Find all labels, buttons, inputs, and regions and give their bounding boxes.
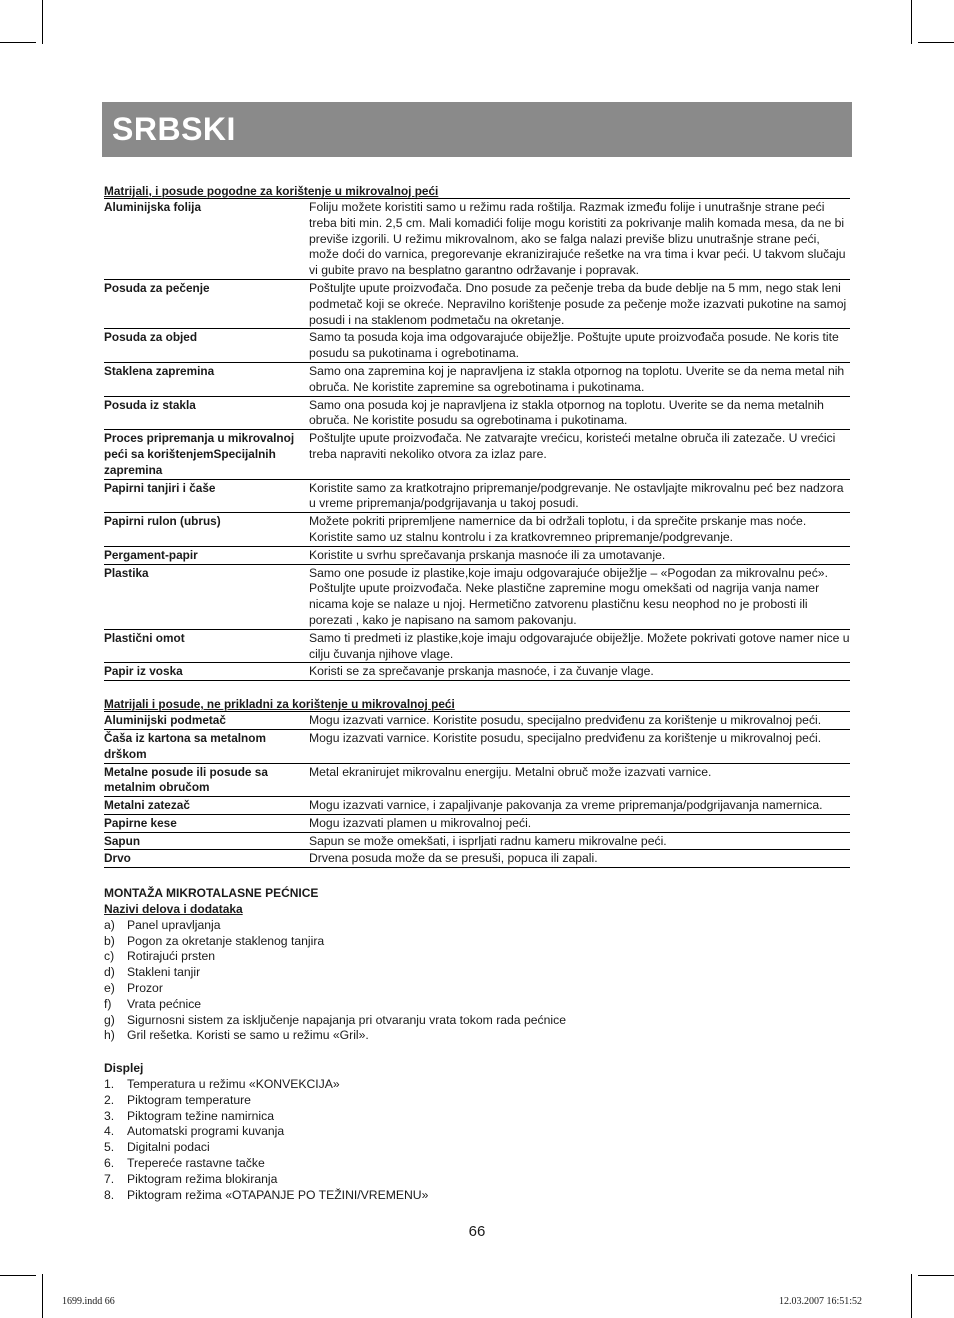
list-item-text: Automatski programi kuvanja [127,1124,285,1139]
material-description: Sapun se može omekšati, i isprljati radnu kameru mikrovalne peći. [309,833,667,848]
material-name: Papir iz voska [104,664,183,679]
list-marker: c) [104,949,115,964]
page-number: 66 [468,1223,486,1240]
table-row [104,833,850,851]
material-name: Staklena zapremina [104,363,215,378]
unsuitable-materials-table [104,712,850,868]
list-item [104,1077,850,1093]
section-title-unsuitable: Matrijali i posude, ne prikladni za korištenje u mikrovalnoj peći [104,698,850,712]
material-description: Poštuljte upute proizvođača. Ne zatvarajte vrećicu, koristeći metalne obruča ili zatezače. U vrećici treba napraviti nekoliko otvora za izlaz pare. [309,431,836,461]
crop-mark [0,42,36,43]
list-item [104,1109,850,1125]
material-name: Papirni tanjiri i čaše [104,480,216,495]
list-marker: a) [104,917,115,932]
material-description: Koristi se za sprečavanje prskanja masnoće, i za čuvanje vlage. [309,664,654,679]
list-item [104,981,850,997]
material-name: Posuda za pečenje [104,280,210,295]
table-row [104,547,850,565]
crop-mark [918,42,954,43]
list-item [104,934,850,950]
table-row [104,797,850,815]
material-description: Foliju možete koristiti samo u režimu rada roštilja. Razmak između folije i unutrašnje strane peći treba biti min. 2,5 cm. Mali komadići folije mogu koristiti za pokrivanje malih komada mesa, da ne bi previše izgorili. U režimu mikrovalnom, ako se falga nalazi previše blizu unutrašnje strane peći, može doći do varnica, pregorevanje ekranizirajuće rešetke na vra tima i kvar peći. U takvom slučaju vi gubite pravo na besplatno garantno održavanje i popravak. [309,200,846,278]
list-item [104,965,850,981]
list-marker: 6. [104,1156,115,1171]
list-item-text: Sigurnosni sistem za isključenje napajanja pri otvaranju vrata tokom rada pećnice [127,1012,566,1027]
material-description: Samo ti predmeti iz plastike,koje imaju odgovarajuće obiježlje. Možete pokrivati gotove namer nice u cilju čuvanja njihove vlage. [309,630,850,661]
material-description: Samo ona posuda koj je napravljena iz stakla otpornog na toplotu. Uverite se da nema metalnih obruča. Ne koristite posudu sa ogrebotinama i pukotinama. [309,397,824,428]
list-item-text: Piktogram režima «OTAPANJE PO TEŽINI/VREMENU» [127,1187,429,1202]
section-title-suitable: Matrijali, i posude pogodne za korištenje u mikrovalnoj peći [104,185,850,199]
list-marker: 4. [104,1124,115,1139]
material-description: Koristite u svrhu sprečavanja prskanja masnoće ili za umotavanje. [309,547,666,562]
list-marker: 7. [104,1171,115,1186]
assembly-title: MONTAŽA MIKROTALASNE PEĆNICE [104,886,319,901]
table-row [104,730,850,764]
language-header [102,102,852,157]
material-name: Papirni rulon (ubrus) [104,514,221,529]
crop-mark [42,0,43,44]
crop-mark [0,1275,36,1276]
list-marker: 5. [104,1140,115,1155]
table-row [104,199,850,280]
display-list [104,1077,850,1203]
table-row [104,280,850,329]
list-item [104,1028,850,1044]
list-item-text: Rotirajući prsten [127,949,216,964]
footer-file: 1699.indd 66 [62,1296,115,1307]
material-description: Mogu izazvati varnice. Koristite posudu, specijalno predviđenu za korištenje u mikrovalnoj peći. [309,713,822,728]
material-name: Aluminijski podmetač [104,713,226,728]
table-row [104,480,850,514]
table-row [104,712,850,730]
material-name: Plastika [104,565,149,580]
material-name: Posuda za objed [104,330,198,345]
list-marker: e) [104,981,115,996]
footer-timestamp: 12.03.2007 16:51:52 [779,1296,863,1307]
crop-mark [911,0,912,44]
parts-list [104,918,850,1044]
list-item [104,949,850,965]
table-row [104,397,850,431]
material-description: Poštuljte upute proizvođača. Dno posude za pečenje treba da bude deblje na 5 mm, nego stak leni podmetač koji se okreće. Nepravilno korištenje posude za pečenje može izazvati pukotine na samoj posudi i na staklenom podmetaču na okretanje. [309,280,847,327]
list-item [104,1156,850,1172]
list-item-text: Piktogram težine namirnica [127,1108,274,1123]
list-marker: h) [104,1028,115,1043]
material-description: Samo ta posuda koja ima odgovarajuće obiježlje. Poštujte upute proizvođača posude. Ne koris tite posudu sa pukotinama i ogrebotinama. [309,330,839,361]
table-row [104,850,850,868]
material-name: Drvo [104,851,131,866]
material-description: Metal ekranirujet mikrovalnu energiju. Metalni obruč može izazvati varnice. [309,764,712,779]
table-row [104,430,850,479]
list-item [104,1013,850,1029]
material-description: Mogu izazvati varnice. Koristite posudu, specijalno predviđenu za korištenje u mikrovalnoj peći. [309,730,822,745]
list-item-text: Stakleni tanjir [127,965,201,980]
material-name: Posuda iz stakla [104,397,196,412]
material-description: Mogu izazvati plamen u mikrovalnoj peći. [309,815,532,830]
material-description: Samo one posude iz plastike,koje imaju odgovarajuće obiježlje – «Pogodan za mikrovalnu peć». Poštuljte upute proizvođača. Neke plastične zapremine mogu omekšati od nagrija vanja namer nicama koje se nalaze u njoj. Hermetično zatvorenu plastičnu kesu neophod no je probosti ili porezati , kako je napisano na samom pakovanju. [309,565,828,627]
list-marker: 3. [104,1108,115,1123]
list-marker: 2. [104,1092,115,1107]
list-item [104,918,850,934]
list-marker: 8. [104,1187,115,1202]
table-row [104,663,850,681]
material-name: Pergament-papir [104,547,198,562]
material-name: Metalne posude ili posude sa metalnim obručom [104,764,268,795]
material-name: Sapun [104,833,141,848]
material-name: Proces pripremanja u mikrovalnoj peći sa korištenjemSpecijalnih zapremina [104,431,295,477]
list-item-text: Digitalni podaci [127,1140,210,1155]
crop-mark [911,1274,912,1318]
list-item [104,1188,850,1204]
list-item [104,1140,850,1156]
suitable-materials-table [104,199,850,681]
list-item-text: Vrata pećnice [127,996,202,1011]
table-row [104,815,850,833]
material-name: Aluminijska folija [104,200,202,214]
list-marker: f) [104,996,112,1011]
table-row [104,565,850,630]
material-description: Samo ona zapremina koj je napravljena iz stakla otpornog na toplotu. Uverite se da nema metal nih obruča. Ne koristite zapremine sa ogrebotinama i pukotinama. [309,363,845,394]
list-item-text: Piktogram temperature [127,1092,251,1107]
material-description: Možete pokriti pripremljene namernice da bi održali toplotu, i da sprečite prskanje mas noće. Koristite samo uz stalnu kontrolu i za kratkovremneo pripremanje/podgrevanje. [309,514,807,544]
material-description: Mogu izazvati varnice, i zapaljivanje pakovanja za vreme pripremanja/podgrijavanja namernica. [309,798,823,813]
list-item-text: Gril rešetka. Koristi se samo u režimu «Gril». [127,1028,369,1043]
crop-mark [42,1274,43,1318]
table-row [104,764,850,798]
table-row [104,329,850,363]
list-item [104,1124,850,1140]
table-row [104,630,850,664]
list-marker: 1. [104,1077,115,1092]
display-title: Displej [104,1061,144,1076]
list-marker: b) [104,933,115,948]
page-content [104,185,850,1203]
list-item-text: Temperatura u režimu «KONVEKCIJA» [127,1077,340,1092]
material-description: Drvena posuda može da se presuši, popuca ili zapali. [309,851,598,866]
list-item-text: Trepereće rastavne tačke [127,1156,265,1171]
list-item [104,1172,850,1188]
list-item-text: Prozor [127,981,163,996]
list-item-text: Pogon za okretanje staklenog tanjira [127,933,325,948]
table-row [104,513,850,547]
material-name: Čaša iz kartona sa metalnom drškom [104,730,266,761]
material-name: Metalni zatezač [104,798,190,813]
table-row [104,363,850,397]
list-marker: g) [104,1012,115,1027]
assembly-subtitle: Nazivi delova i dodataka [104,902,243,917]
list-item-text: Piktogram režima blokiranja [127,1171,278,1186]
language-title: SRBSKI [112,111,236,147]
material-name: Papirne kese [104,815,177,830]
list-item [104,1093,850,1109]
list-marker: d) [104,965,115,980]
crop-mark [918,1275,954,1276]
list-item [104,997,850,1013]
material-name: Plastični omot [104,630,185,645]
material-description: Koristite samo za kratkotrajno pripremanje/podgrevanje. Ne ostavljajte mikrovalnu peć bez nadzora u vreme pripremanja/podgrijavanja u takoj posudi. [309,480,844,511]
list-item-text: Panel upravljanja [127,917,221,932]
